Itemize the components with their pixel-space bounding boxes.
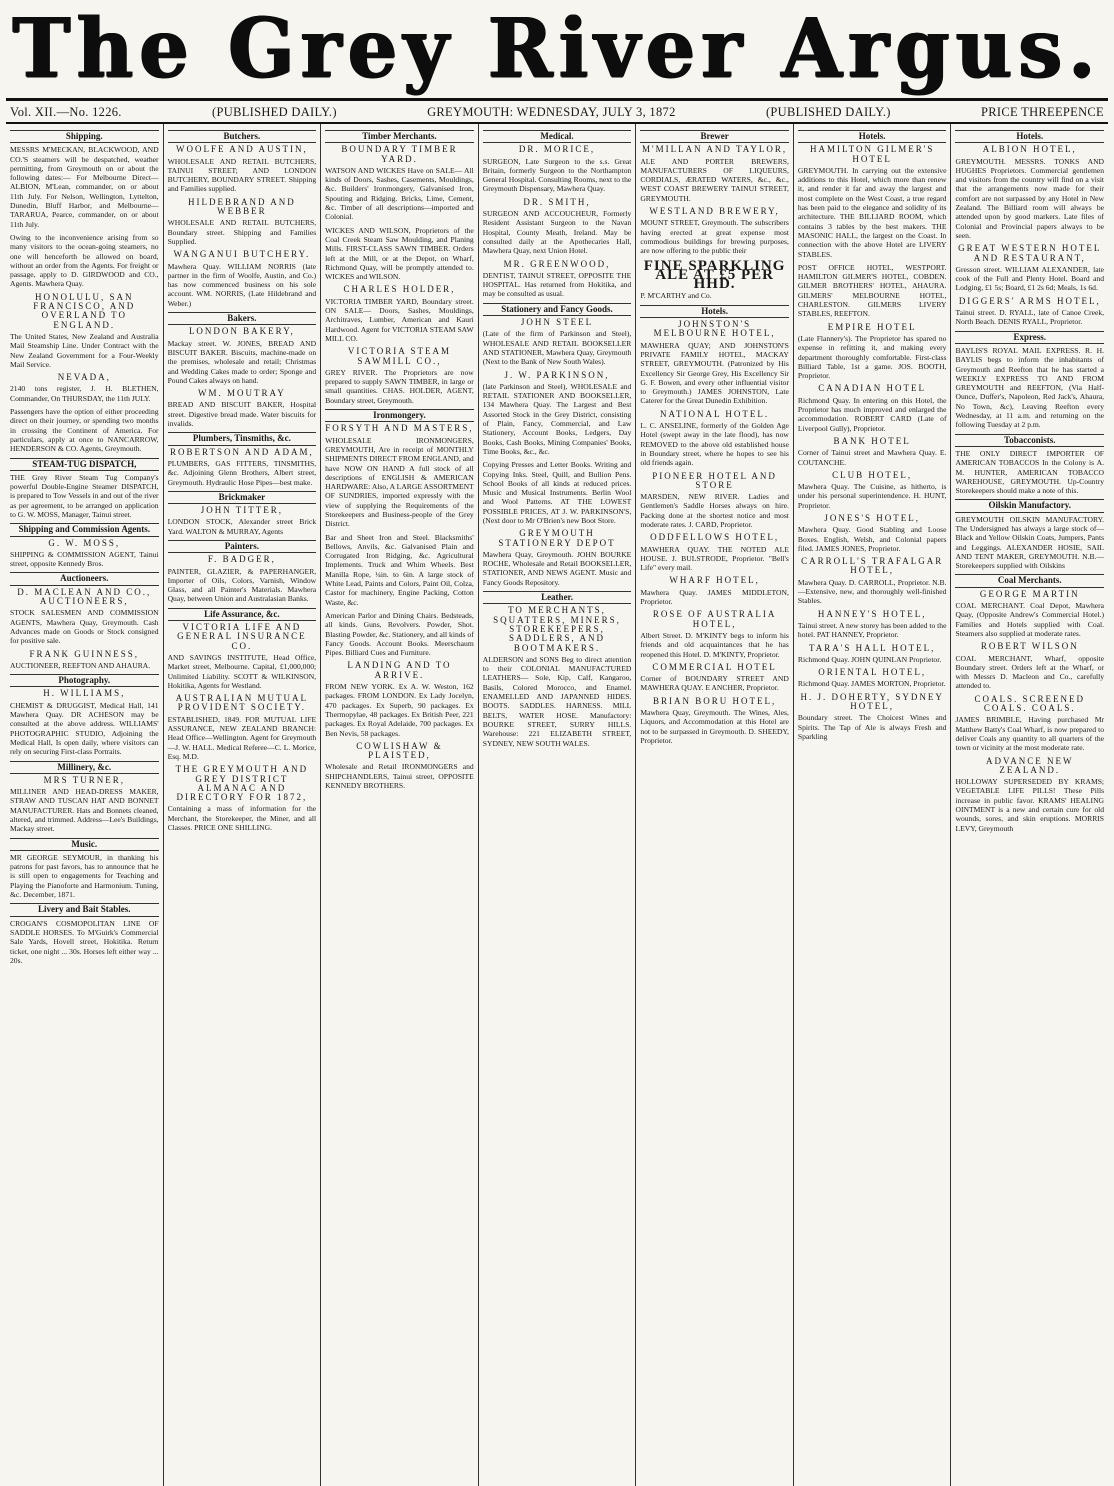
advert-body: SURGEON, Late Surgeon to the s.s. Great Britain, formerly Surgeon to the Northampton General Hospital. Consulting Rooms, next to the Greymouth Dispensary, Mawhera Quay. xyxy=(482,156,632,194)
advert-title: JOHN TITTER, xyxy=(200,505,284,516)
advert-title: THE GREYMOUTH AND GREY DISTRICT ALMANAC AND DIRECTORY FOR 1872, xyxy=(175,764,309,803)
section-heading: Medical. xyxy=(483,130,632,143)
section-heading: Plumbers, Tinsmiths, &c. xyxy=(168,432,317,445)
advert-title: WM. MOUTRAY xyxy=(198,388,286,399)
advert-body: Owing to the inconvenience arising from so many visitors to the ocean-going steamers, no one will henceforth be allowed on board, without an order from the Agents. For freight or passage, apply to D. GIRDWOOD and CO., Agents. Mawhera Quay. xyxy=(10,232,159,289)
advert-body: Mawhera Quay. WILLIAM NORRIS (late partner in the firm of Woolfe, Austin, and Co.) has now commenced business on his sole account. WM. NORRIS, (Late Hildebrand and Weber.) xyxy=(167,261,317,308)
advert-body: MESSRS M'MECKAN, BLACKWOOD, AND CO.'S steamers will be despatched, weather permitting, from Greymouth on or about the following dates:— For Melbourne Direct— ALBION, M'Lean, commander, on or about 11th July. For Nelson, Wellington, Lyttelton, Dunedin, Bluff Harbor, and Melbourne— TARARUA, Pearce, commander, on or about 11th July. xyxy=(10,145,159,229)
advert-title: JOHN STEEL xyxy=(520,317,594,328)
advert-body: (late Parkinson and Steel), WHOLESALE and RETAIL STATIONER AND BOOKSELLER, 134 Mawhera Quay. The Largest and Best Assorted Stock in the Grey District, consisting of Plain, Fancy, Commercial, and Law Stationery, Account Books, Ledgers, Day Books, Cash Books, Mining Companies' Books, Time Books, &c., &c. xyxy=(482,381,632,456)
column-5 xyxy=(636,124,794,1486)
dateline xyxy=(6,102,1108,122)
advert-body: POST OFFICE HOTEL, WESTPORT. HAMILTON GILMER'S HOTEL, COBDEN. GILMER BROTHERS' HOTEL, AHAURA. GILMERS' MELBOURNE HOTEL, CHARLESTON. GILMERS LIVERY STABLES, REEFTON. xyxy=(797,262,947,319)
section-heading: Butchers. xyxy=(168,130,317,143)
advert-body: MOUNT STREET, Greymouth. The subscribers having erected at great expense most commodious buildings for brewing purposes, are now offering to the public their xyxy=(640,218,789,256)
advert-title: COWLISHAW & PLAISTED, xyxy=(356,740,443,761)
column-6 xyxy=(794,124,952,1486)
advert-body: Wholesale and Retail IRONMONGERS and SHIPCHANDLERS, Tainui street, OPPOSITE KENNEDY BROTHERS. xyxy=(325,762,474,790)
advert-body: SURGEON AND ACCOUCHEUR, Formerly Resident Assistant Surgeon to the Navan Hospital, County Meath, Ireland. May be consulted daily at the Apothecaries Hall, Mawhera Quay, next Union Hotel. xyxy=(482,209,632,256)
section-heading: Tobacconists. xyxy=(955,434,1104,447)
advert-body: Mawhera Quay, Greymouth. The Wines, Ales, Liquors, and Accommodation at this Hotel are not to be surpassed in Greymouth. D. SHEEDY, Proprietor. xyxy=(640,708,789,745)
advert-title: ROBERT WILSON xyxy=(980,641,1079,652)
advert-title: JOHNSTON'S MELBOURNE HOTEL, xyxy=(653,319,776,339)
advert-body: ALDERSON and SONS Beg to direct attention to their COLONIAL MANUFACTURED LEATHERS— Sole, Kip, Calf, Kangaroo, Basils, Colored Morocco, and Enamel. ENAMELLED AND JAPANNED HIDES. BOOTS. SADDLES. HARNESS. MILL BELTS, WATER HOSE. Manufactory: BOURKE STREET, SURRY HILLS. Warehouse: 221 ELIZABETH STREET, SYDNEY, NEW SOUTH WALES. xyxy=(482,654,632,748)
advert-title: BOUNDARY TIMBER YARD. xyxy=(341,144,458,164)
advert-title: HILDEBRAND AND WEBBER xyxy=(187,196,296,217)
advert-body: Mawhera Quay, Greymouth. JOHN BOURKE ROCHE, Wholesale and Retail BOOKSELLER, STATIONER, AND NEWS AGENT. Music and Fancy Goods Repository. xyxy=(482,549,632,587)
advert-body: WHOLESALE AND RETAIL BUTCHERS, Boundary street. Shipping and Families Supplied. xyxy=(167,218,317,246)
section-heading: Millinery, &c. xyxy=(10,761,159,774)
advert-body: SHIPPING & COMMISSION AGENT, Tainui street, opposite Kennedy Bros. xyxy=(10,549,159,569)
advert-body: (Late Flannery's). The Proprietor has spared no expense in refitting it, and making every department thoroughly comfortable. First-class Billiard Table, 1st a game. JOS. BOOTH, Proprietor. xyxy=(797,333,947,381)
advert-body: JAMES BRIMBLE, Having purchased Mr Matthew Batty's Coal Wharf, is now prepared to deliver Coals any quantity to all quarters of the town or vicinity at the most moderate rate. xyxy=(955,715,1105,753)
advert-body: THE ONLY DIRECT IMPORTER OF AMERICAN TOBACCOS In the Colony is A. M. HUNTER, AMERICAN TOBACCO WAREHOUSE, GREYMOUTH. Up-Country Storekeepers should make a note of this. xyxy=(955,448,1105,496)
advert-title: ORIENTAL HOTEL, xyxy=(818,667,927,678)
advert-title: GREAT WESTERN HOTEL AND RESTAURANT, xyxy=(958,243,1102,263)
column-7 xyxy=(951,124,1108,1486)
advert-body: The United States, New Zealand and Australia Mail Steamship Line. Under Contract with the New Zealand Government for a Four-Weekly Mail Service. xyxy=(10,331,159,369)
section-heading: Stationery and Fancy Goods. xyxy=(483,303,632,316)
advert-title: DIGGERS' ARMS HOTEL, xyxy=(958,295,1101,306)
advert-title: GEORGE MARTIN xyxy=(979,588,1080,599)
advert-title: DR. MORICE, xyxy=(518,144,596,155)
advert-body: Corner of Tainui street and Mawhera Quay. E. COUTANCHE. xyxy=(797,448,947,467)
advert-body: P. M'CARTHY and Co. xyxy=(640,291,712,301)
advert-body: Mawhera Quay. The Cuisine, as hitherto, is under his personal superintendence. H. HUNT, Proprietor. xyxy=(797,482,947,510)
advert-title: NATIONAL HOTEL. xyxy=(660,408,770,419)
section-heading: Hotels. xyxy=(955,130,1104,143)
advert-body: AUCTIONEER, REEFTON AND AHAURA. xyxy=(10,660,151,670)
section-heading: Express. xyxy=(955,331,1104,344)
section-heading: Brickmaker xyxy=(168,491,317,504)
advert-title: FRANK GUINNESS, xyxy=(29,648,140,659)
price: PRICE THREEPENCE xyxy=(981,104,1104,119)
advert-body: Bar and Sheet Iron and Steel. Blacksmiths' Bellows, Anvils, &c. Galvanised Plain and Corrugated Iron Ridging, &c. Agricultural Implements. Truck and Whim Wheels. Best Manilla Rope, ¼in. to 6in. A large stock of White Lead, Paints and Colors, Paint Oil, Colza, Castor for machinery, Engine Packing, Cotton Waste, &c. xyxy=(325,532,474,607)
section-heading: Oilskin Manufactory. xyxy=(955,499,1104,512)
advert-body: WATSON AND WICKES Have on SALE— All kinds of Doors, Sashes, Casements, Mouldings, &c. Builders' Ironmongery, Galvanised Iron, Spouting and Ridging. Bricks, Lime, Cement, &c. Timber of all descriptions—imported and Colonial. xyxy=(325,165,474,222)
advert-title: TARA'S HALL HOTEL, xyxy=(809,642,936,653)
advert-title: ADVANCE NEW ZEALAND. xyxy=(985,755,1074,775)
advert-body: (Late of the firm of Parkinson and Steel), WHOLESALE AND RETAIL BOOKSELLER AND STATIONER, Mawhera Quay, Greymouth (Next to the Bank of New South Wales). xyxy=(482,329,632,367)
advert-body: ALE AND PORTER BREWERS, MANUFACTURERS OF LIQUEURS, CORDIALS, ÆRATED WATERS, &c., &c., WEST COAST BREWERY TAINUI STREET, GREYMOUTH. xyxy=(640,156,789,203)
section-heading: Hotels. xyxy=(798,130,947,143)
advert-title: ROSE OF AUSTRALIA HOTEL, xyxy=(652,609,777,629)
advert-title: HANNEY'S HOTEL, xyxy=(817,608,927,619)
section-heading: Coal Merchants. xyxy=(955,574,1104,587)
advert-title: M'MILLAN AND TAYLOR, xyxy=(642,144,788,155)
advert-title: H. WILLIAMS, xyxy=(43,688,126,699)
advert-title: ROBERTSON AND ADAM, xyxy=(170,446,314,457)
advert-body: STOCK SALESMEN AND COMMISSION AGENTS, Mawhera Quay, Greymouth. Cash Advances made on Goods or Stock consigned for positive sale. xyxy=(10,608,159,646)
advert-title: ODDFELLOWS HOTEL, xyxy=(650,532,780,543)
advert-title: BRIAN BORU HOTEL, xyxy=(652,695,777,706)
columns-container xyxy=(6,123,1108,1486)
advert-body: Containing a mass of information for the Merchant, the Storekeeper, the Miner, and all Classes. PRICE ONE SHILLING. xyxy=(167,804,317,832)
published-daily-left: (PUBLISHED DAILY.) xyxy=(212,104,337,119)
column-1 xyxy=(6,124,164,1486)
advert-title: G. W. MOSS, xyxy=(48,537,121,548)
advert-title: H. J. DOHERTY, SYDNEY HOTEL, xyxy=(800,691,944,712)
advert-body: CROGAN'S COSMOPOLITAN LINE OF SADDLE HORSES. To M'Guirk's Commercial Sale Yards, Hovell street, Hokitika. Return ticket, one night ... 30s. Horses left either way ... 20s. xyxy=(10,918,159,965)
advert-body: VICTORIA TIMBER YARD, Boundary street. ON SALE— Doors, Sashes, Mouldings, Architraves, Lumber, American and Kauri Hardwood. Agent for VICTORIA STEAM SAW MILL CO. xyxy=(325,296,474,343)
advert-body: Passengers have the option of either proceeding direct on their journey, or spending two months in crossing the Continent of America. For particulars, apply at once to NANCARROW, HENDERSON & CO. Agents, Greymouth. xyxy=(10,407,159,454)
published-daily-right: (PUBLISHED DAILY.) xyxy=(765,104,891,119)
advert-title: NEVADA, xyxy=(57,372,111,383)
section-heading: Bakers. xyxy=(168,312,317,325)
advert-body: BAYLIS'S ROYAL MAIL EXPRESS. R. H. BAYLIS begs to inform the inhabitants of Greymouth and Reefton that he has started a WEEKLY EXPRESS TO AND FROM GREYMOUTH and REEFTON, (Via Half-Ounce, Duffer's, Napoleon, Red Jack's, Ahaura, No Town, &c), Leaving Reefton every Wednesday, at 11 a.m. and returning on the following Tuesday at 2 p.m. xyxy=(955,345,1105,430)
advert-title: LONDON BAKERY, xyxy=(188,326,295,337)
advert-title: D. MACLEAN AND CO., AUCTIONEERS, xyxy=(17,586,152,607)
advert-body: WICKES AND WILSON, Proprietors of the Coal Creek Steam Saw Moulding, and Planing Mills. FIRST-CLASS SAWN TIMBER. Orders left at the Mill, or at the Depot, on Wharf, Richmond Quay, will be promptly attended to. WICKES and WILSON. xyxy=(325,225,474,282)
advert-body: Mackay street. W. JONES, BREAD AND BISCUIT BAKER. Biscuits, machine-made on the premises, wholesale and retail; Christmas and Wedding Cakes made to order; Sponge and Pound Cakes always on hand. xyxy=(167,338,317,385)
advert-body: LONDON STOCK, Alexander street Brick Yard. WALTON & MURRAY, Agents xyxy=(167,517,317,536)
advert-title: GREYMOUTH STATIONERY DEPOT xyxy=(498,528,616,548)
advert-body: MARSDEN, NEW RIVER. Ladies and Gentlemen's Saddle Horses always on hire. Packing done at the shortest notice and most moderate rates. J. CARD, Proprietor. xyxy=(640,492,789,529)
column-2 xyxy=(164,124,322,1486)
advert-body: Gresson street. WILLIAM ALEXANDER, late cook of the Full and Plenty Hotel. Board and Lodging, £1 5s; Board, £1 2s 6d; Meals, 1s 6d. xyxy=(955,264,1105,293)
advert-body: GREYMOUTH. MESSRS. TONKS AND HUGHES Proprietors. Commercial gentlemen and visitors from the country will find on a visit that the arrangements now made for their comfort are not surpassed by any Hotel in New Zealand. The Billiard room will always be attended upon by good markers. Late files of Colonial and Provincial papers always to be seen. xyxy=(955,156,1105,240)
section-heading: Ironmongery. xyxy=(325,409,474,422)
section-heading: Painters. xyxy=(168,540,317,553)
section-heading: Music. xyxy=(10,838,159,851)
advert-body: Boundary street. The Choicest Wines and Spirits. The Tap of Ale is always Fresh and Sparkling xyxy=(797,713,947,741)
advert-body: AND SAVINGS INSTITUTE, Head Office, Market street, Melbourne. Capital, £1,000,000; Unlimited Liability. SCOTT & WILKINSON, Hokitika, Agents for Westland. xyxy=(167,652,317,690)
advert-title: CARROLL'S TRAFALGAR HOTEL, xyxy=(801,556,944,576)
section-heading: Timber Merchants. xyxy=(325,130,474,143)
advert-title: MR. GREENWOOD, xyxy=(503,258,611,269)
advert-body: GREY RIVER. The Proprietors are now prepared to supply SAWN TIMBER, in large or small quantities. CHAS. HOLDER, AGENT, Boundary street, Greymouth. xyxy=(325,367,474,405)
advert-title: ALBION HOTEL, xyxy=(982,144,1077,155)
section-heading: Life Assurance, &c. xyxy=(168,608,317,621)
advert-body: CHEMIST & DRUGGIST, Medical Hall, 141 Mawhera Quay. DR ACHESON may be consulted at the above address. WILLIAMS' PHOTOGRAPHIC STUDIO, Adjoining the Medical Hall, Is open daily, where visitors can rely on securing First-class Portraits. xyxy=(10,700,159,757)
advert-body: GREYMOUTH. In carrying out the extensive additions to this Hotel, which more than renew it, and render it far and away the largest and most complete on the West Coast, a true regard has been paid to the elegance and solidity of its architecture. THE BILLIARD ROOM, which contains 3 tables by the best makers. THE MASONIC HALL, the largest on the Coast. In connection with the above Hotel are LIVERY STABLES. xyxy=(797,165,947,259)
section-heading: STEAM-TUG DISPATCH, xyxy=(10,458,159,471)
advert-title: TO MERCHANTS, SQUATTERS, MINERS, STOREKEEPERS, SADDLERS, AND BOOTMAKERS. xyxy=(493,605,621,653)
advert-body: Copying Presses and Letter Books. Writing and Copying Inks. Steel, Quill, and Bullion Pens. School Books of all kinds at reduced prices. Music and Musical Instruments. Berlin Wool and Wool Patterns. AT THE LOWEST POSSIBLE PRICES, AT J. W. PARKINSON'S, (Next door to Mr O'Brien's new Boot Store. xyxy=(482,460,632,525)
advert-title: WHARF HOTEL, xyxy=(669,575,760,586)
section-heading: Hotels. xyxy=(640,305,789,318)
advert-title: F. BADGER, xyxy=(207,554,276,565)
advert-title: WESTLAND BREWERY, xyxy=(649,206,780,217)
advert-body: Tainui street. A new storey has been added to the hotel. PAT HANNEY, Proprietor. xyxy=(797,620,947,640)
advert-body: 2140 tons register, J. H. BLETHEN, Commander, On THURSDAY, the 11th JULY. xyxy=(10,384,159,403)
advert-body: COAL MERCHANT, Wharf, opposite Boundary street. Orders left at the Wharf, or with Messrs D. Macleon and Co., carefully attended to. xyxy=(955,653,1105,691)
section-heading: Brewer xyxy=(640,130,789,143)
column-3 xyxy=(321,124,479,1486)
advert-body: HOLLOWAY SUPERSEDED BY KRAMS; VEGETABLE LIFE PILLS! These Pills increase in public favor. KRAMS' HEALING OINTMENT is a new and certain cure for old wounds, sores, and skin eruptions. MORRIS LEVY, Greymouth xyxy=(955,777,1105,833)
section-heading: Livery and Bait Stables. xyxy=(10,903,159,916)
advert-title: COALS. SCREENED COALS. COALS. xyxy=(974,693,1086,714)
masthead-rule xyxy=(6,98,1108,101)
advert-body: WHOLESALE AND RETAIL BUTCHERS, TAINUI STREET; AND LONDON BUTCHERY, BOUNDARY STREET. Shipping and Families supplied. xyxy=(167,156,317,194)
advert-title: VICTORIA STEAM SAWMILL CO., xyxy=(347,346,451,366)
advert-title: WANGANUI BUTCHERY. xyxy=(173,249,311,260)
section-heading: Auctioneers. xyxy=(10,572,159,585)
advert-title: COMMERCIAL HOTEL xyxy=(652,661,777,672)
advert-title: PIONEER HOTEL AND STORE xyxy=(652,470,777,490)
advert-body: Richmond Quay. JOHN QUINLAN Proprietor. xyxy=(797,654,942,664)
advert-title: MRS TURNER, xyxy=(43,774,125,785)
advert-title: WOOLFE AND AUSTIN, xyxy=(175,144,308,155)
advert-title: J. W. PARKINSON, xyxy=(504,369,610,380)
masthead-title: The Grey River Argus. xyxy=(12,0,1102,96)
advert-title: AUSTRALIAN MUTUAL PROVIDENT SOCIETY. xyxy=(175,693,308,713)
advert-body: THE Grey River Steam Tug Company's powerful Double-Engine Steamer DISPATCH, is prepared to Tow Vessels in and out of the river as per agreement, to be arranged on application to G. W. MOSS, Manager, Tainui street. xyxy=(10,472,159,519)
advert-title: EMPIRE HOTEL xyxy=(827,321,917,332)
advert-body: American Parlor and Dining Chairs. Bedsteads, all kinds. Guns, Revolvers. Powder, Shot. Blasting Powder, &c. Stationery, and all kinds of Fancy Goods. Account Books. Meerschaum Pipes. Billiard Cues and Furniture. xyxy=(325,610,474,658)
advert-body: WHOLESALE IRONMONGERS, GREYMOUTH, Are in receipt of MONTHLY SHIPMENTS DIRECT FROM ENGLAND, and have NOW ON HAND A full stock of all descriptions of ENGLISH & AMERICAN HARDWARE: Also, A LARGE ASSORTMENT OF SUNDRIES, imported expressly with the view of supplying the Requirements of the Storekeepers and Business-people of the Grey District. xyxy=(325,435,474,529)
issue-date: GREYMOUTH: WEDNESDAY, JULY 3, 1872 xyxy=(427,104,676,119)
advert-body: MR GEORGE SEYMOUR, in thanking his patrons for past favors, has to announce that he is still open to engagements for Teaching and Playing the Pianoforte and Harmonium. Tuning, &c. December, 1871. xyxy=(10,852,159,900)
advert-body: MAWHERA QUAY; AND JOHNSTON'S PRIVATE FAMILY HOTEL, MACKAY STREET, GREYMOUTH. (Patronized by His Excellency Sir George Grey, His Excellency Sir G. F. Bowen, and every other influential visitor to Greymouth.) JAMES JOHNSTON, Late Caterer for the Great Dunedin Exhibition. xyxy=(640,340,789,406)
advert-body: PLUMBERS, GAS FITTERS, TINSMITHS, &c. Adjoining Glenn Brothers, Albert street, Greymouth. Hydraulic Hose Pipes—best make. xyxy=(167,458,317,487)
advert-title: JONES'S HOTEL, xyxy=(824,512,920,523)
advert-title: LANDING AND TO ARRIVE. xyxy=(347,660,452,680)
advert-title: CANADIAN HOTEL xyxy=(818,383,927,394)
advert-body: MILLINER AND HEAD-DRESS MAKER, STRAW AND TUSCAN HAT AND BONNET MANUFACTURER. Hats and Bonnets cleaned, altered, and trimmed. Address—Lee's Buildings, Mackay street. xyxy=(10,787,159,834)
advert-body: ESTABLISHED, 1849. FOR MUTUAL LIFE ASSURANCE, NEW ZEALAND BRANCH: Head Office—Wellington. Agent for Greymouth—J. W. HALL. Medical Referee—C. L. Morice, Esq. M.D. xyxy=(167,714,317,761)
advert-body: L. C. ANSELINE, formerly of the Golden Age Hotel (swept away in the late flood), has now REMOVED to the above old established house in Boundary street, where he hopes to see his old friends again. xyxy=(640,421,789,468)
advert-body: Albert Street. D. M'KINTY begs to inform his friends and old acquaintances that he has reopened this Hotel. D. M'KINTY, Proprietor. xyxy=(640,630,789,659)
advert-body: Mawhera Quay. Good Stabling and Loose Boxes. English, Welsh, and Colonial papers filed. JAMES JONES, Proprietor. xyxy=(797,525,947,553)
advert-body: PAINTER, GLAZIER, & PAPERHANGER, Importer of Oils, Colors, Varnish, Window Glass, and all Painter's Materials. Mawhera Quay, between Union and Australasian Banks. xyxy=(167,566,317,604)
advert-body: COAL MERCHANT. Coal Depot, Mawhera Quay, (Opposite Andrew's Commercial Hotel.) Families and Hotels supplied with Coal. Steamers also supplied at moderate rates. xyxy=(955,601,1105,638)
column-4 xyxy=(479,124,637,1486)
volume-number: Vol. XII.—No. 1226. xyxy=(10,104,122,119)
advert-title: HAMILTON GILMER'S HOTEL xyxy=(809,144,935,164)
advert-body: Richmond Quay. In entering on this Hotel, the Proprietor has much improved and enlarged the accommodation. ROBERT CARD (Late of Liverpool Gully), Proprietor. xyxy=(797,395,947,433)
advert-title: DR. SMITH, xyxy=(523,196,591,207)
section-heading: Photography. xyxy=(10,674,159,687)
advert-body: Corner of BOUNDARY STREET AND MAWHERA QUAY. E ANCHER, Proprietor. xyxy=(640,674,789,693)
advert-title: BANK HOTEL xyxy=(833,435,911,446)
advert-body: FROM NEW YORK. Ex A. W. Weston, 162 packages. FROM LONDON. Ex Lady Jocelyn, 470 packages. Ex Superb, 90 packages. Ex Thermopylae, 48 packages. Ex British Peer, 221 packages. Ex Royal Adelaide, 700 packages. Ex Ben Nevis, 58 packages. xyxy=(325,682,474,738)
advert-body: MAWHERA QUAY. THE NOTED ALE HOUSE. J. BULSTRODE, Proprietor. "Bell's Life" every mail. xyxy=(640,544,789,573)
advert-body: GREYMOUTH OILSKIN MANUFACTORY. The Undersigned has always a large stock of— Black and Yellow Oilskin Coats, Jumpers, Pants and Leggings. ALEXANDER HOSIE, SAIL AND TENT MAKER, GREYMOUTH. N.B.—Storekeepers supplied with Oilskins xyxy=(955,514,1105,571)
advert-title: CLUB HOTEL, xyxy=(832,469,913,480)
advert-title: CHARLES HOLDER, xyxy=(343,284,456,295)
advert-title: HONOLULU, SAN FRANCISCO, AND OVERLAND TO ENGLAND. xyxy=(33,291,136,330)
advert-title: VICTORIA LIFE AND GENERAL INSURANCE CO. xyxy=(177,622,307,651)
advert-body: DENTIST, TAINUI STREET, OPPOSITE THE HOSPITAL. Has returned from Hokitika, and may be consulted as usual. xyxy=(482,270,632,299)
advert-body: BREAD AND BISCUIT BAKER, Hospital street. Digestive bread made. Water biscuits for invalids. xyxy=(167,400,317,429)
advert-title: FORSYTH AND MASTERS, xyxy=(325,423,474,434)
section-heading: Leather. xyxy=(483,591,632,604)
section-heading: Shipping. xyxy=(10,130,159,143)
advert-body: Tainui street. D. RYALL, late of Canoe Creek, North Beach. DENIS RYALL, Proprietor. xyxy=(955,308,1105,327)
advert-display-line: FINE SPARKLING ALE AT £5 PER HHD. xyxy=(643,257,786,293)
section-heading: Shipping and Commission Agents. xyxy=(10,523,159,536)
advert-body: Richmond Quay. JAMES MORTON, Proprietor. xyxy=(797,679,946,689)
advert-body: Mawhera Quay. JAMES MIDDLETON, Proprietor. xyxy=(640,587,789,607)
advert-body: Mawhera Quay. D. CARROLL, Proprietor. N.B.—Extensive, new, and thoroughly well-finished Stables. xyxy=(797,577,947,606)
